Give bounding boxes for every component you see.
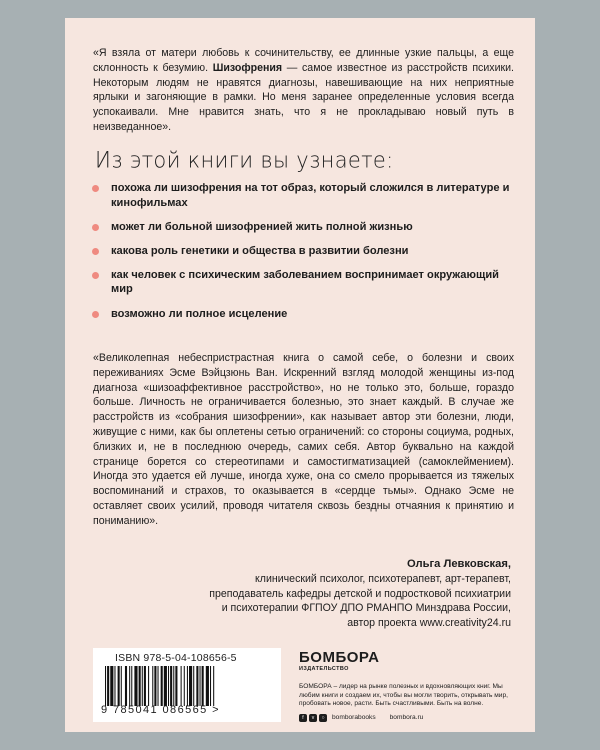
barcode-bar xyxy=(134,666,137,706)
barcode-bar xyxy=(129,666,130,706)
barcode-bar xyxy=(152,666,153,706)
intro-bold-term: Шизофрения xyxy=(212,61,283,74)
barcode-bar xyxy=(164,666,167,706)
list-item xyxy=(91,220,511,235)
barcode-number: 9 785041 086565 xyxy=(101,704,208,716)
barcode-bar xyxy=(200,666,201,706)
barcode-bar xyxy=(213,666,214,706)
list-item xyxy=(91,181,511,210)
publisher-handle[interactable]: bomborabooks xyxy=(332,714,376,722)
list-item-text: возможно ли полное исцеление xyxy=(111,307,288,320)
barcode-bar xyxy=(170,666,172,706)
bullet-dot-icon xyxy=(92,311,99,318)
barcode-bar xyxy=(187,666,188,706)
barcode-bar xyxy=(168,666,169,706)
barcode-bar xyxy=(110,666,113,706)
list-item-text: как человек с психическим заболеванием воспринимает окружающий мир xyxy=(111,268,499,296)
instagram-icon[interactable]: ○ xyxy=(319,714,327,722)
author-line-2: преподаватель кафедры детской и подростковой психиатрии xyxy=(209,587,511,600)
barcode-arrow: > xyxy=(212,704,220,716)
barcode-block xyxy=(93,648,281,722)
barcode-bar xyxy=(131,666,132,706)
barcode-bar xyxy=(118,666,120,706)
barcode-bar xyxy=(142,666,143,706)
learn-list xyxy=(91,181,511,331)
barcode-bar xyxy=(184,666,185,706)
isbn-text: ISBN 978-5-04-108656-5 xyxy=(115,652,237,664)
review-author xyxy=(131,557,511,631)
list-item xyxy=(91,244,511,259)
learn-heading: Из этой книги вы узнаете: xyxy=(95,147,394,173)
barcode-bar xyxy=(144,666,146,706)
barcode-bar xyxy=(125,666,127,706)
list-item-text: похожа ли шизофрения на тот образ, который сложился в литературе и кинофильмах xyxy=(111,182,510,209)
barcode-bar xyxy=(121,666,122,706)
barcode-bar xyxy=(161,666,163,706)
bullet-dot-icon xyxy=(92,248,99,255)
publisher-description: БОМБОРА – лидер на рынке полезных и вдохновляющих книг. Мы любим книги и создаем их, чтобы вы могли творить, открывать мир, пробовать новое, расти. Быть счастливыми. Быть на волне. xyxy=(299,683,508,708)
barcode-bar xyxy=(202,666,204,706)
author-name: Ольга Левковская, xyxy=(406,558,511,570)
barcode-bar xyxy=(154,666,156,706)
barcode-bar xyxy=(196,666,198,706)
barcode-bar xyxy=(189,666,192,706)
barcode-bar xyxy=(181,666,182,706)
barcode-bar xyxy=(139,666,141,706)
barcode-bar xyxy=(114,666,115,706)
bullet-dot-icon xyxy=(92,185,99,192)
publisher-links xyxy=(299,714,515,722)
publisher-subtitle: ИЗДАТЕЛЬСТВО xyxy=(299,666,349,672)
author-line-3: и психотерапии ФГПОУ ДПО РМАНПО Минздрава России, xyxy=(221,602,511,615)
barcode-digits xyxy=(101,704,273,716)
barcode-bar xyxy=(206,666,209,706)
bullet-dot-icon xyxy=(92,224,99,231)
barcode-bar xyxy=(148,666,149,706)
intro-part2: — самое известное из расстройств психики. Некоторым людям не нравятся диагнозы, навешивающие на них неприятные ярлыки и загоняющие в рамки. Но меня заранее определенные условия всегда успокаивали. Мне нравится знать, что я не прокладываю новый путь в неизведанное». xyxy=(93,61,514,133)
list-item xyxy=(91,307,511,322)
list-item-text: какова роль генетики и общества в развитии болезни xyxy=(111,244,409,257)
vk-icon[interactable]: v xyxy=(309,714,317,722)
barcode-bar xyxy=(105,666,106,706)
barcode-bar xyxy=(173,666,174,706)
list-item xyxy=(91,268,511,297)
facebook-icon[interactable]: f xyxy=(299,714,307,722)
author-line-1: клинический психолог, психотерапевт, арт-терапевт, xyxy=(255,572,511,585)
barcode-bar xyxy=(193,666,194,706)
barcode-bar xyxy=(158,666,159,706)
barcode-icon xyxy=(101,666,273,706)
publisher-logo: БОМБОРА xyxy=(299,649,380,666)
barcode-bar xyxy=(107,666,109,706)
publisher-block xyxy=(299,650,515,722)
back-cover xyxy=(65,18,535,732)
publisher-site[interactable]: bombora.ru xyxy=(389,714,424,722)
review-quote: «Великолепная небеспристрастная книга о самой себе, о болезни и своих переживаниях Эсме Вэйцзюнь Ван. Искренний взгляд молодой женщины из-под диагноза «шизоаффективное расстройство», но не только это, больше, гораздо больше. Личность не ограничивается болезнью, это знает каждый. В случае же расстройств из «собрания шизофрении», как называет автор эти болезни, люди, живущие с ними, как бы оплетены сетью ограничений: со стороны социума, родных, близких и, не в последнюю очередь, самих себя. Автор буквально на каждой странице борется со стереотипами и самостигматизацией (самоклеймением). Иногда это удается ей лучше, иногда хуже, она со смело прорывается из тяжелых воспоминаний и страхов, то оказывается в «сердце тьмы». Однако Эсме не оставляет своих усилий, проводя читателя сквозь бездны отчаяния к принятию и пониманию». xyxy=(93,352,514,527)
list-item-text: может ли больной шизофренией жить полной жизнью xyxy=(111,220,413,233)
author-line-4: автор проекта www.creativity24.ru xyxy=(347,617,511,630)
intro-quote xyxy=(93,46,514,135)
barcode-bar xyxy=(210,666,211,706)
bullet-dot-icon xyxy=(92,272,99,279)
intro-part1: «Я взяла от матери любовь к сочинительству, ее длинные узкие пальцы, а еще склонность к безумию. xyxy=(93,47,514,74)
barcode-bar xyxy=(175,666,177,706)
